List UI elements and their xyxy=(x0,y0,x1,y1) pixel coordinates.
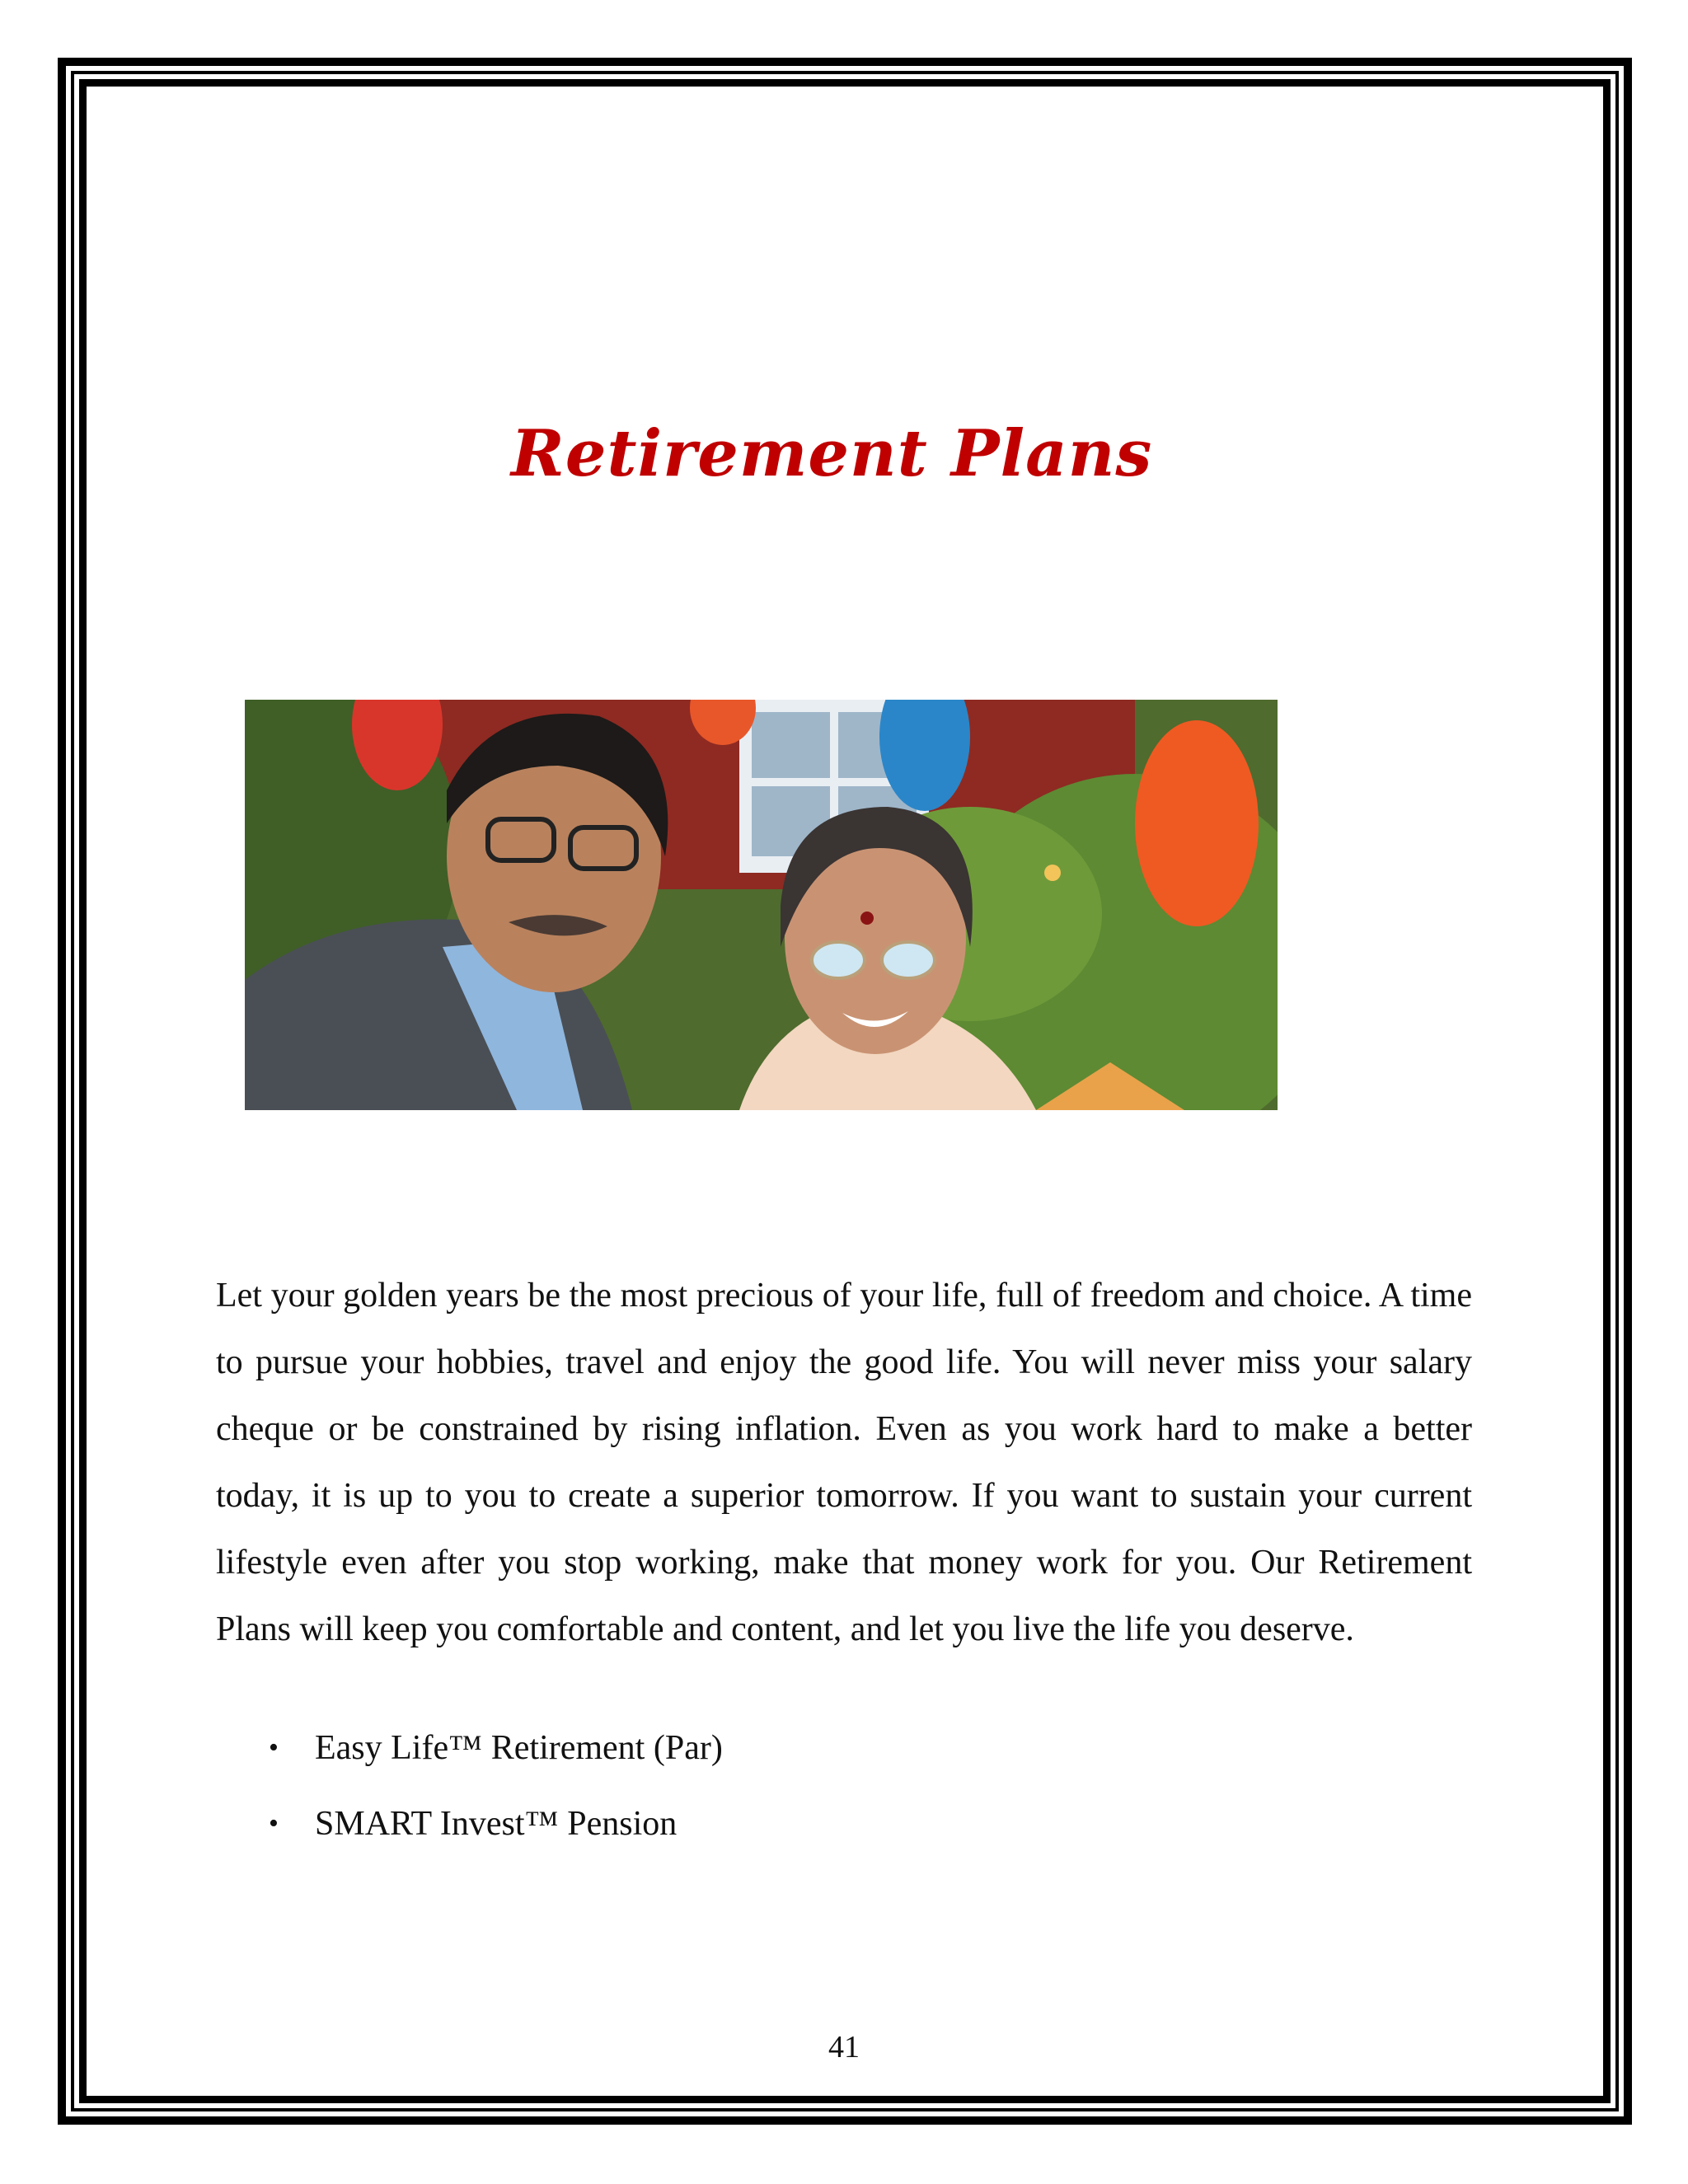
bullet-icon: • xyxy=(269,1808,279,1839)
list-item xyxy=(262,1727,723,1803)
list-item xyxy=(262,1803,723,1879)
plan-list xyxy=(262,1727,723,1879)
couple-photo xyxy=(245,700,1278,1110)
page-title: Retirement Plans xyxy=(511,416,1153,491)
page-number: 41 xyxy=(828,2030,860,2064)
plan-label: SMART Invest™ Pension xyxy=(315,1805,678,1843)
body-paragraph: Let your golden years be the most precious of your life, full of freedom and choice. A time to pursue your hobbies, travel and enjoy the good life. You will never miss your salary cheque or be constrained by rising inflation. Even as you work hard to make a better today, it is up to you to create a superior tomorrow. If you want to sustain your current lifestyle even after you stop working, make that money work for you. Our Retirement Plans will keep you comfortable and content, and let you live the life you deserve. xyxy=(216,1277,1472,1648)
plan-label: Easy Life™ Retirement (Par) xyxy=(315,1729,723,1767)
bullet-icon: • xyxy=(269,1732,279,1763)
